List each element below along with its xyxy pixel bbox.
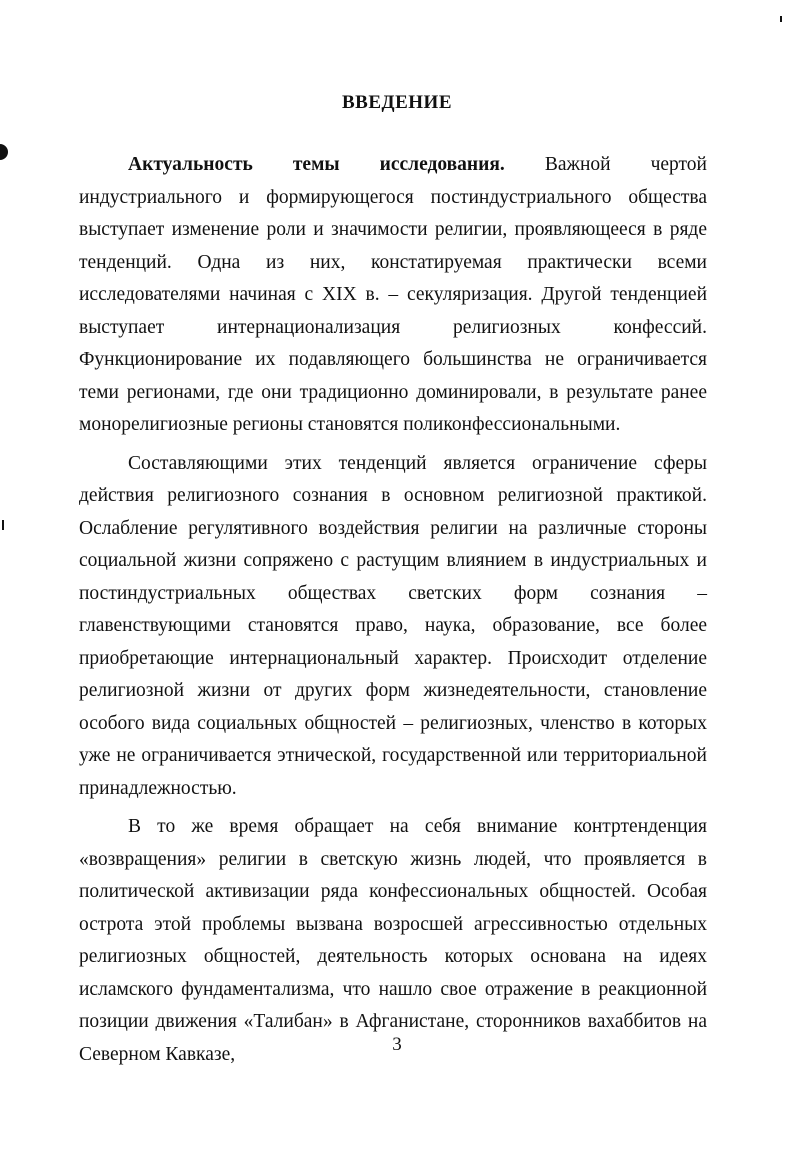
paragraph-text: Важной чертой индустриального и формирующегося постиндустриального общества выступает изменение роли и значимости религии, проявляющееся в ряде тенденций. Одна из них, констатируемая практически всеми исследователями начиная с XIX в. – секуляризация. Другой тенденцией выступает интернационализация религиозных конфессий. Функционирование их подавляющего большинства не ограничивается теми регионами, где они традиционно доминировали, в результате ранее монорелигиозные регионы становятся поликонфессиональными. xyxy=(79,154,707,435)
body-text xyxy=(79,149,707,1077)
paragraph-3 xyxy=(79,811,707,1071)
binding-mark xyxy=(0,144,8,160)
paragraph-text: В то же время обращает на себя внимание контртенденция «возвращения» религии в светскую жизнь людей, что проявляется в политической активизации ряда конфессиональных общностей. Особая острота этой проблемы вызвана возросшей агрессивностью отдельных религиозных общностей, деятельность которых основана на идеях исламского фундаментализма, что нашло свое отражение в реакционной позиции движения «Талибан» в Афганистане, сторонников вахаббитов на Северном Кавказе, xyxy=(79,816,707,1065)
scan-speck xyxy=(780,16,782,22)
paragraph-lead: Актуальность темы исследования. xyxy=(128,154,505,175)
paragraph-2 xyxy=(79,448,707,806)
page-title: ВВЕДЕНИЕ xyxy=(342,92,452,113)
paragraph-1 xyxy=(79,149,707,442)
paragraph-text: Составляющими этих тенденций является ограничение сферы действия религиозного сознания в основном религиозной практикой. Ослабление регулятивного воздействия религии на различные стороны социальной жизни сопряжено с растущим влиянием в индустриальных и постиндустриальных обществах светских форм сознания – главенствующими становятся право, наука, образование, все более приобретающие интернациональный характер. Происходит отделение религиозной жизни от других форм жизнедеятельности, становление особого вида социальных общностей – религиозных, членство в которых уже не ограничивается этнической, государственной или территориальной принадлежностью. xyxy=(79,452,707,799)
scan-speck xyxy=(2,520,4,530)
page-number: 3 xyxy=(392,1034,402,1055)
